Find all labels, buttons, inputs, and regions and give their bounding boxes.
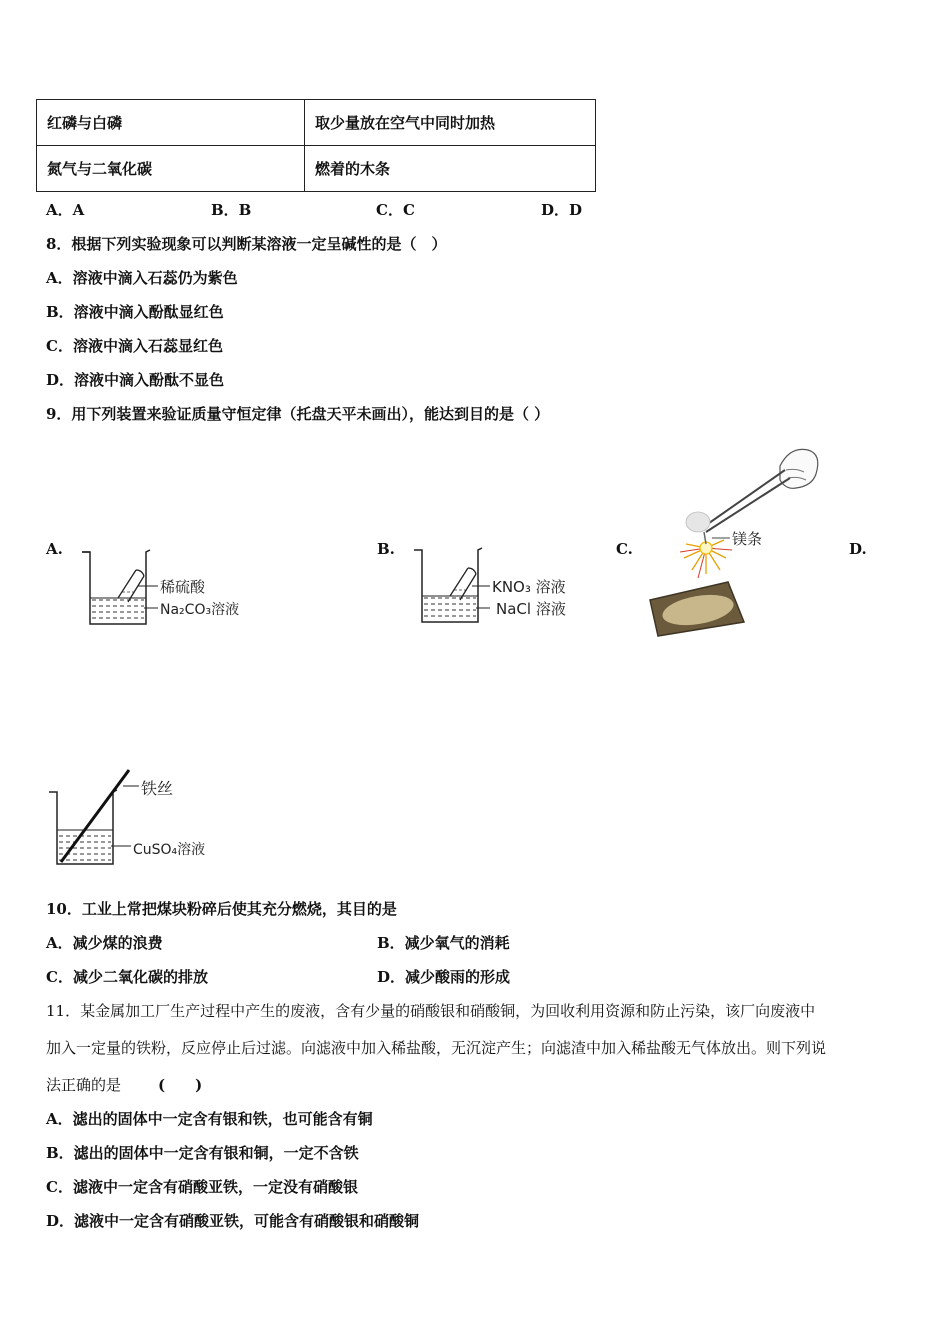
q11-line-2: 加入一定量的铁粉，反应停止后过滤。向滤液中加入稀盐酸，无沉淀产生；向滤渣中加入稀盐酸无气体放出。则下列说: [46, 1039, 827, 1057]
q9-option-d[interactable]: D.: [849, 540, 867, 558]
q9-stem: 9．用下列装置来验证质量守恒定律（托盘天平未画出），能达到目的是（ ）: [46, 405, 550, 423]
figure-b-beaker: [410, 544, 590, 628]
q11-answer-paren: ( ): [158, 1076, 203, 1094]
table-cell: 氮气与二氧化碳: [37, 146, 305, 192]
q11-option-d[interactable]: D．滤液中一定含有硝酸亚铁，可能含有硝酸银和硝酸铜: [46, 1212, 420, 1230]
q11-line-3: 法正确的是: [46, 1076, 122, 1094]
q10-option-a[interactable]: A．减少煤的浪费: [46, 934, 163, 952]
q11-option-c[interactable]: C．滤液中一定含有硝酸亚铁，一定没有硝酸银: [46, 1178, 358, 1196]
figure-d-beaker: [45, 766, 235, 870]
hand-icon: [780, 449, 818, 488]
figure-b-top-label: KNO₃ 溶液: [492, 578, 566, 596]
q11-option-b[interactable]: B．滤出的固体中一定含有银和铜，一定不含铁: [46, 1144, 359, 1162]
figure-a-beaker: [78, 546, 258, 630]
figure-b-bottom-label: NaCl 溶液: [496, 600, 566, 618]
q8-option-b[interactable]: B．溶液中滴入酚酞显红色: [46, 303, 224, 321]
q10-stem: 10．工业上常把煤块粉碎后使其充分燃烧，其目的是: [46, 900, 397, 918]
q11-option-a[interactable]: A．滤出的固体中一定含有银和铁，也可能含有铜: [46, 1110, 373, 1128]
q7-option-b[interactable]: B．B: [211, 201, 252, 219]
figure-d-bottom-label: CuSO₄溶液: [133, 842, 206, 858]
comparison-table: [36, 99, 596, 192]
q8-option-c[interactable]: C．溶液中滴入石蕊显红色: [46, 337, 223, 355]
q11-line-1: 11．某金属加工厂生产过程中产生的废液，含有少量的硝酸银和硝酸铜，为回收利用资源和防止污染，该厂向废液中: [46, 1002, 816, 1020]
q7-option-d[interactable]: D．D: [541, 201, 583, 219]
figure-a-top-label: 稀硫酸: [160, 578, 206, 596]
table-cell: 燃着的木条: [305, 146, 596, 192]
table-row: [37, 146, 596, 192]
q9-option-c[interactable]: C.: [616, 540, 633, 558]
q9-option-b[interactable]: B.: [377, 540, 395, 558]
q8-option-a[interactable]: A．溶液中滴入石蕊仍为紫色: [46, 269, 238, 287]
table-cell: 取少量放在空气中同时加热: [305, 100, 596, 146]
q7-option-c[interactable]: C．C: [376, 201, 415, 219]
table-cell: 红磷与白磷: [37, 100, 305, 146]
table-row: [37, 100, 596, 146]
q10-option-b[interactable]: B．减少氧气的消耗: [377, 934, 510, 952]
q10-option-d[interactable]: D．减少酸雨的形成: [377, 968, 511, 986]
figure-c-magnesium-burning: [640, 440, 830, 640]
q8-stem: 8．根据下列实验现象可以判断某溶液一定呈碱性的是（ ）: [46, 235, 447, 253]
figure-d-top-label: 铁丝: [141, 779, 174, 798]
q8-option-d[interactable]: D．溶液中滴入酚酞不显色: [46, 371, 225, 389]
q10-option-c[interactable]: C．减少二氧化碳的排放: [46, 968, 208, 986]
figure-a-bottom-label: Na₂CO₃溶液: [160, 602, 240, 618]
tongs-icon: [702, 470, 785, 528]
q9-option-a[interactable]: A.: [46, 540, 63, 558]
figure-c-label: 镁条: [732, 530, 763, 548]
q7-option-a[interactable]: A．A: [46, 201, 85, 219]
